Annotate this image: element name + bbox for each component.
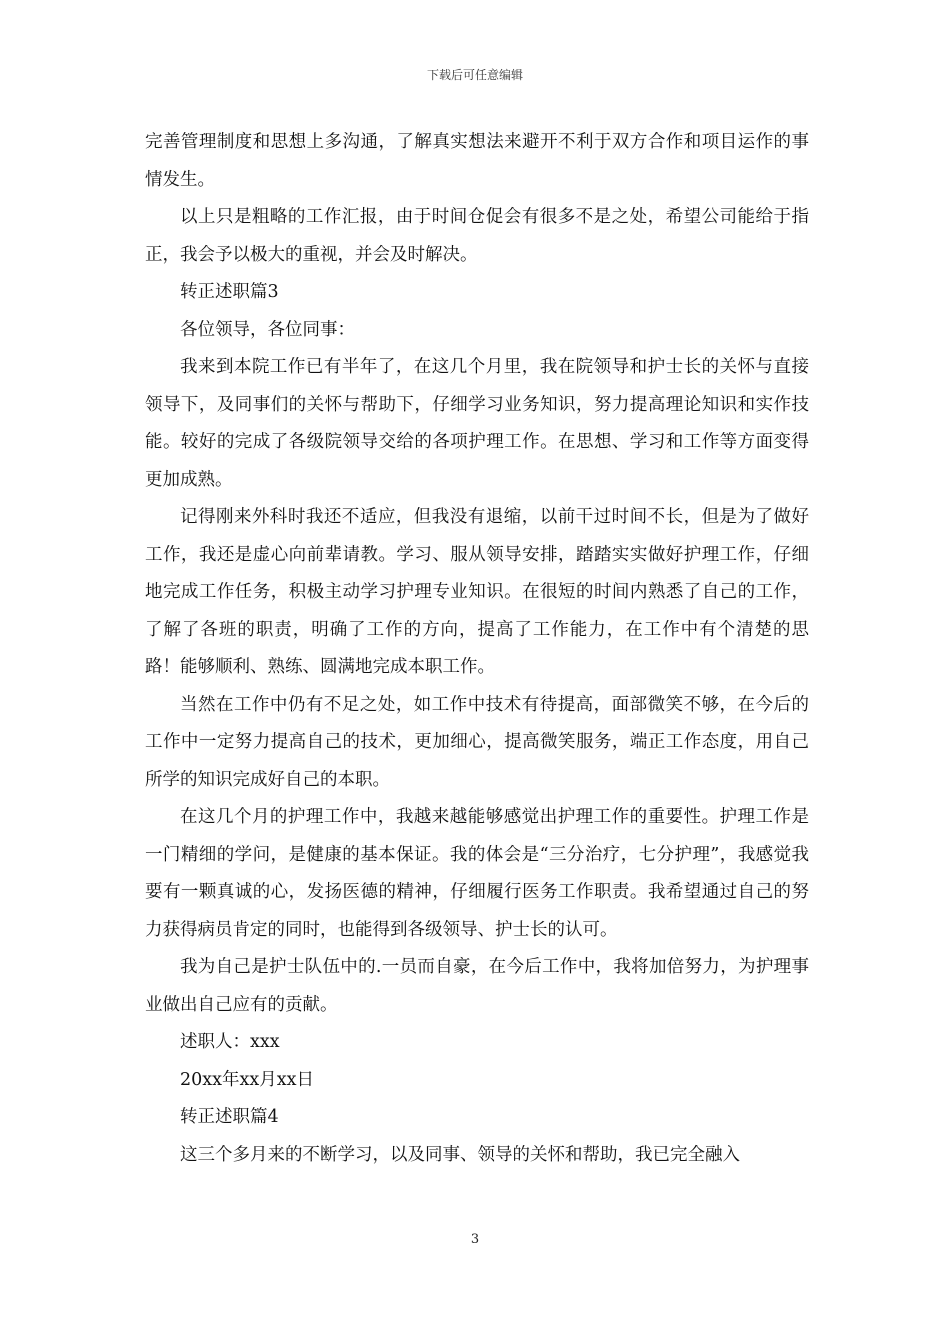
section-heading-4: 转正述职篇4 (180, 1107, 279, 1127)
paragraph-continuation: 完善管理制度和思想上多沟通，了解真实想法来避开不利于双方合作和项目运作的事情发生。 (145, 132, 809, 190)
date: 20xx年xx月xx日 (180, 1069, 314, 1090)
document-body (145, 124, 809, 1174)
paragraph-conclusion: 我为自己是护士队伍中的.一员而自豪，在今后工作中，我将加倍努力，为护理事业做出自己应有的贡献。 (145, 957, 809, 1015)
section-heading-3: 转正述职篇3 (180, 282, 279, 302)
signature: 述职人：xxx (180, 1032, 280, 1052)
paragraph-next-section: 这三个多月来的不断学习，以及同事、领导的关怀和帮助，我已完全融入 (180, 1144, 740, 1165)
paragraph-intro: 我来到本院工作已有半年了，在这几个月里，我在院领导和护士长的关怀与直接领导下，及同事们的关怀与帮助下，仔细学习业务知识，努力提高理论知识和实作技能。较好的完成了各级院领导交给的各项护理工作。在思想、学习和工作等方面变得更加成熟。 (145, 357, 809, 490)
paragraph-reflection: 在这几个月的护理工作中，我越来越能够感觉出护理工作的重要性。护理工作是一门精细的学问，是健康的基本保证。我的体会是“三分治疗，七分护理”，我感觉我要有一颗真诚的心，发扬医德的精神，仔细履行医务工作职责。我希望通过自己的努力获得病员肯定的同时，也能得到各级领导、护士长的认可。 (145, 807, 809, 940)
greeting: 各位领导，各位同事： (180, 319, 355, 340)
page-header: 下载后可任意编辑 (426, 68, 523, 82)
paragraph-summary: 以上只是粗略的工作汇报，由于时间仓促会有很多不是之处，希望公司能给于指正，我会予以极大的重视，并会及时解决。 (145, 207, 809, 265)
page-number: 3 (470, 1232, 480, 1247)
paragraph-shortcomings: 当然在工作中仍有不足之处，如工作中技术有待提高，面部微笑不够，在今后的工作中一定努力提高自己的技术，更加细心，提高微笑服务，端正工作态度，用自己所学的知识完成好自己的本职。 (145, 694, 809, 790)
paragraph-experience: 记得刚来外科时我还不适应，但我没有退缩，以前干过时间不长，但是为了做好工作，我还是虚心向前辈请教。学习、服从领导安排，踏踏实实做好护理工作，仔细地完成工作任务，积极主动学习护理专业知识。在很短的时间内熟悉了自己的工作，了解了各班的职责，明确了工作的方向，提高了工作能力，在工作中有个清楚的思路！能够顺利、熟练、圆满地完成本职工作。 (145, 507, 809, 677)
